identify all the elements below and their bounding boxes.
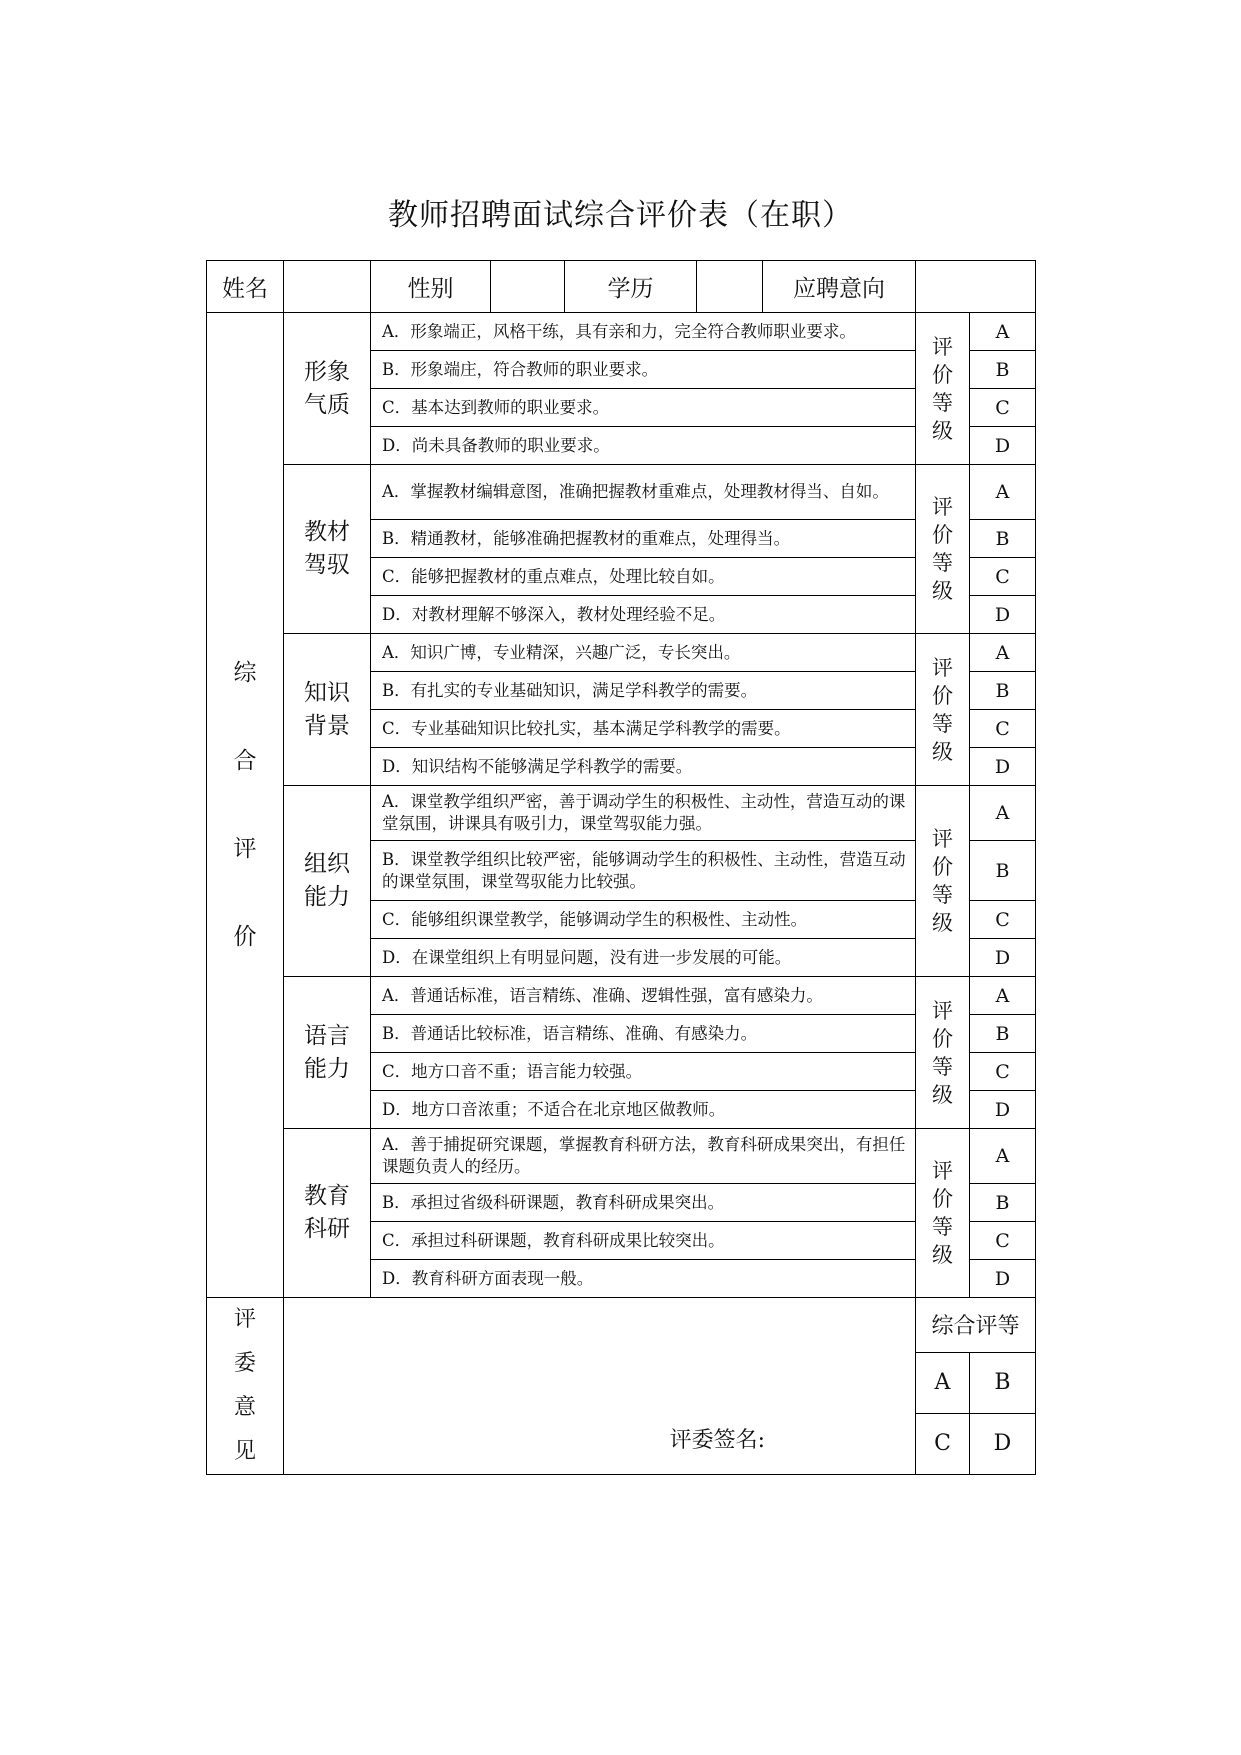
category-name-line: 教育 bbox=[304, 1183, 350, 1209]
rating-label-char: 评 bbox=[932, 655, 953, 680]
criterion-text: D．在课堂组织上有明显问题，没有进一步发展的可能。 bbox=[371, 939, 916, 977]
criterion-row bbox=[207, 465, 1036, 520]
criterion-text: A．善于捕捉研究课题，掌握教育科研方法，教育科研成果突出，有担任课题负责人的经历。 bbox=[371, 1129, 916, 1184]
rating-label-char: 级 bbox=[932, 418, 953, 443]
grade-option[interactable]: C bbox=[970, 558, 1036, 596]
name-label: 姓名 bbox=[207, 261, 284, 313]
grade-option[interactable]: D bbox=[970, 1260, 1036, 1298]
review-comments-area[interactable] bbox=[284, 1298, 916, 1475]
section-label-char: 评 bbox=[233, 836, 257, 862]
category-name-cell bbox=[284, 786, 371, 977]
grade-option[interactable]: C bbox=[970, 710, 1036, 748]
grade-option[interactable]: A bbox=[970, 465, 1036, 520]
grade-option[interactable]: B bbox=[970, 841, 1036, 901]
criterion-text: D．对教材理解不够深入，教材处理经验不足。 bbox=[371, 596, 916, 634]
criterion-text: C．能够把握教材的重点难点，处理比较自如。 bbox=[371, 558, 916, 596]
category-name-cell bbox=[284, 313, 371, 465]
criterion-text: A．掌握教材编辑意图，准确把握教材重难点，处理教材得当、自如。 bbox=[371, 465, 916, 520]
criterion-text: B．课堂教学组织比较严密，能够调动学生的积极性、主动性，营造互动的课堂氛围，课堂驾驭能力比较强。 bbox=[371, 841, 916, 901]
criterion-text: B．普通话比较标准，语言精练、准确、有感染力。 bbox=[371, 1015, 916, 1053]
grade-option[interactable]: B bbox=[970, 1015, 1036, 1053]
overall-grade-label: 综合评等 bbox=[916, 1298, 1036, 1353]
section-label-cell bbox=[207, 313, 284, 1298]
grade-option[interactable]: C bbox=[970, 389, 1036, 427]
rating-label-cell bbox=[916, 465, 970, 634]
criterion-text: C．能够组织课堂教学，能够调动学生的积极性、主动性。 bbox=[371, 901, 916, 939]
criterion-row bbox=[207, 313, 1036, 351]
grade-option[interactable]: B bbox=[970, 672, 1036, 710]
grade-option[interactable]: A bbox=[970, 977, 1036, 1015]
grade-option[interactable]: D bbox=[970, 748, 1036, 786]
criterion-text: C．基本达到教师的职业要求。 bbox=[371, 389, 916, 427]
review-label-char: 意 bbox=[233, 1395, 256, 1420]
rating-label-cell bbox=[916, 313, 970, 465]
form-title: 教师招聘面试综合评价表（在职） bbox=[388, 198, 853, 233]
rating-label-char: 级 bbox=[932, 1082, 953, 1107]
rating-label-char: 价 bbox=[932, 523, 953, 547]
review-row bbox=[207, 1298, 1036, 1353]
grade-option[interactable]: B bbox=[970, 351, 1036, 389]
rating-label-char: 价 bbox=[932, 1026, 953, 1051]
rating-label-char: 评 bbox=[932, 998, 953, 1023]
rating-label-cell bbox=[916, 1129, 970, 1298]
overall-grade-option[interactable]: A bbox=[916, 1352, 970, 1413]
education-label: 学历 bbox=[565, 261, 697, 313]
category-name-cell bbox=[284, 1129, 371, 1298]
criterion-text: C．专业基础知识比较扎实，基本满足学科教学的需要。 bbox=[371, 710, 916, 748]
rating-label-char: 价 bbox=[932, 1187, 953, 1211]
overall-grade-option[interactable]: C bbox=[916, 1413, 970, 1474]
category-name-line: 驾驭 bbox=[304, 552, 350, 578]
grade-option[interactable]: D bbox=[970, 939, 1036, 977]
category-name-line: 能力 bbox=[304, 884, 350, 910]
criterion-row bbox=[207, 786, 1036, 841]
category-name-line: 组织 bbox=[304, 851, 350, 877]
grade-option[interactable]: D bbox=[970, 596, 1036, 634]
gender-value-cell[interactable] bbox=[491, 261, 565, 313]
criterion-text: C．地方口音不重；语言能力较强。 bbox=[371, 1053, 916, 1091]
category-name-line: 形象 bbox=[304, 358, 350, 385]
criterion-text: B．精通教材，能够准确把握教材的重难点，处理得当。 bbox=[371, 520, 916, 558]
section-label-char: 合 bbox=[233, 748, 257, 774]
rating-label-char: 价 bbox=[932, 683, 953, 708]
grade-option[interactable]: B bbox=[970, 1184, 1036, 1222]
rating-label-char: 等 bbox=[932, 883, 953, 907]
rating-label-char: 级 bbox=[932, 1243, 953, 1267]
evaluation-form-table bbox=[206, 260, 1036, 1475]
category-name-cell bbox=[284, 634, 371, 786]
overall-grade-option[interactable]: B bbox=[970, 1352, 1036, 1413]
category-name-line: 气质 bbox=[304, 391, 350, 418]
rating-label-char: 级 bbox=[932, 579, 953, 603]
rating-label-char: 级 bbox=[932, 739, 953, 764]
rating-label-char: 价 bbox=[932, 855, 953, 879]
grade-option[interactable]: A bbox=[970, 1129, 1036, 1184]
grade-option[interactable]: A bbox=[970, 634, 1036, 672]
criterion-row bbox=[207, 977, 1036, 1015]
rating-label-char: 等 bbox=[932, 551, 953, 575]
criterion-text: D．知识结构不能够满足学科教学的需要。 bbox=[371, 748, 916, 786]
criterion-text: A．普通话标准，语言精练、准确、逻辑性强，富有感染力。 bbox=[371, 977, 916, 1015]
rating-label-char: 价 bbox=[932, 362, 953, 387]
section-label-char: 价 bbox=[233, 924, 257, 950]
position-label: 应聘意向 bbox=[763, 261, 916, 313]
review-label-cell bbox=[207, 1298, 284, 1475]
signature-label: 评委签名: bbox=[669, 1428, 765, 1453]
gender-label: 性别 bbox=[371, 261, 491, 313]
criterion-row bbox=[207, 1129, 1036, 1184]
overall-grade-option[interactable]: D bbox=[970, 1413, 1036, 1474]
section-label-char: 综 bbox=[233, 660, 257, 686]
criterion-text: A．知识广博，专业精深，兴趣广泛，专长突出。 bbox=[371, 634, 916, 672]
review-label-char: 见 bbox=[233, 1439, 256, 1464]
grade-option[interactable]: B bbox=[970, 520, 1036, 558]
category-name-line: 知识 bbox=[304, 679, 350, 706]
criterion-text: B．承担过省级科研课题，教育科研成果突出。 bbox=[371, 1184, 916, 1222]
criterion-text: D．教育科研方面表现一般。 bbox=[371, 1260, 916, 1298]
position-value-cell[interactable] bbox=[916, 261, 1036, 313]
category-name-line: 背景 bbox=[304, 712, 350, 739]
rating-label-char: 等 bbox=[932, 711, 953, 736]
rating-label-char: 等 bbox=[932, 1215, 953, 1239]
category-name-line: 能力 bbox=[304, 1055, 350, 1082]
rating-label-char: 等 bbox=[932, 1054, 953, 1079]
name-value-cell[interactable] bbox=[284, 261, 371, 313]
rating-label-cell bbox=[916, 977, 970, 1129]
rating-label-char: 等 bbox=[932, 390, 953, 415]
criterion-text: B．有扎实的专业基础知识，满足学科教学的需要。 bbox=[371, 672, 916, 710]
review-label-char: 委 bbox=[233, 1351, 256, 1376]
category-name-line: 科研 bbox=[304, 1216, 350, 1242]
grade-option[interactable]: D bbox=[970, 1091, 1036, 1129]
grade-option[interactable]: C bbox=[970, 901, 1036, 939]
grade-option[interactable]: D bbox=[970, 427, 1036, 465]
criterion-row bbox=[207, 634, 1036, 672]
criterion-text: A．课堂教学组织严密，善于调动学生的积极性、主动性，营造互动的课堂氛围，讲课具有吸引力，课堂驾驭能力强。 bbox=[371, 786, 916, 841]
review-label-char: 评 bbox=[233, 1307, 256, 1332]
criterion-text: D．尚未具备教师的职业要求。 bbox=[371, 427, 916, 465]
rating-label-cell bbox=[916, 786, 970, 977]
rating-label-char: 评 bbox=[932, 334, 953, 359]
rating-label-char: 评 bbox=[932, 827, 953, 851]
category-name-cell bbox=[284, 465, 371, 634]
criterion-text: B．形象端庄，符合教师的职业要求。 bbox=[371, 351, 916, 389]
rating-label-cell bbox=[916, 634, 970, 786]
rating-label-char: 评 bbox=[932, 1159, 953, 1183]
category-name-cell bbox=[284, 977, 371, 1129]
criterion-text: C．承担过科研课题，教育科研成果比较突出。 bbox=[371, 1222, 916, 1260]
grade-option[interactable]: A bbox=[970, 313, 1036, 351]
criterion-text: D．地方口音浓重；不适合在北京地区做教师。 bbox=[371, 1091, 916, 1129]
category-name-line: 语言 bbox=[304, 1022, 350, 1049]
rating-label-char: 级 bbox=[932, 911, 953, 935]
header-row bbox=[207, 261, 1036, 313]
grade-option[interactable]: C bbox=[970, 1222, 1036, 1260]
rating-label-char: 评 bbox=[932, 495, 953, 519]
category-name-line: 教材 bbox=[304, 519, 350, 545]
grade-option[interactable]: C bbox=[970, 1053, 1036, 1091]
grade-option[interactable]: A bbox=[970, 786, 1036, 841]
education-value-cell[interactable] bbox=[697, 261, 763, 313]
criterion-text: A．形象端正，风格干练，具有亲和力，完全符合教师职业要求。 bbox=[371, 313, 916, 351]
